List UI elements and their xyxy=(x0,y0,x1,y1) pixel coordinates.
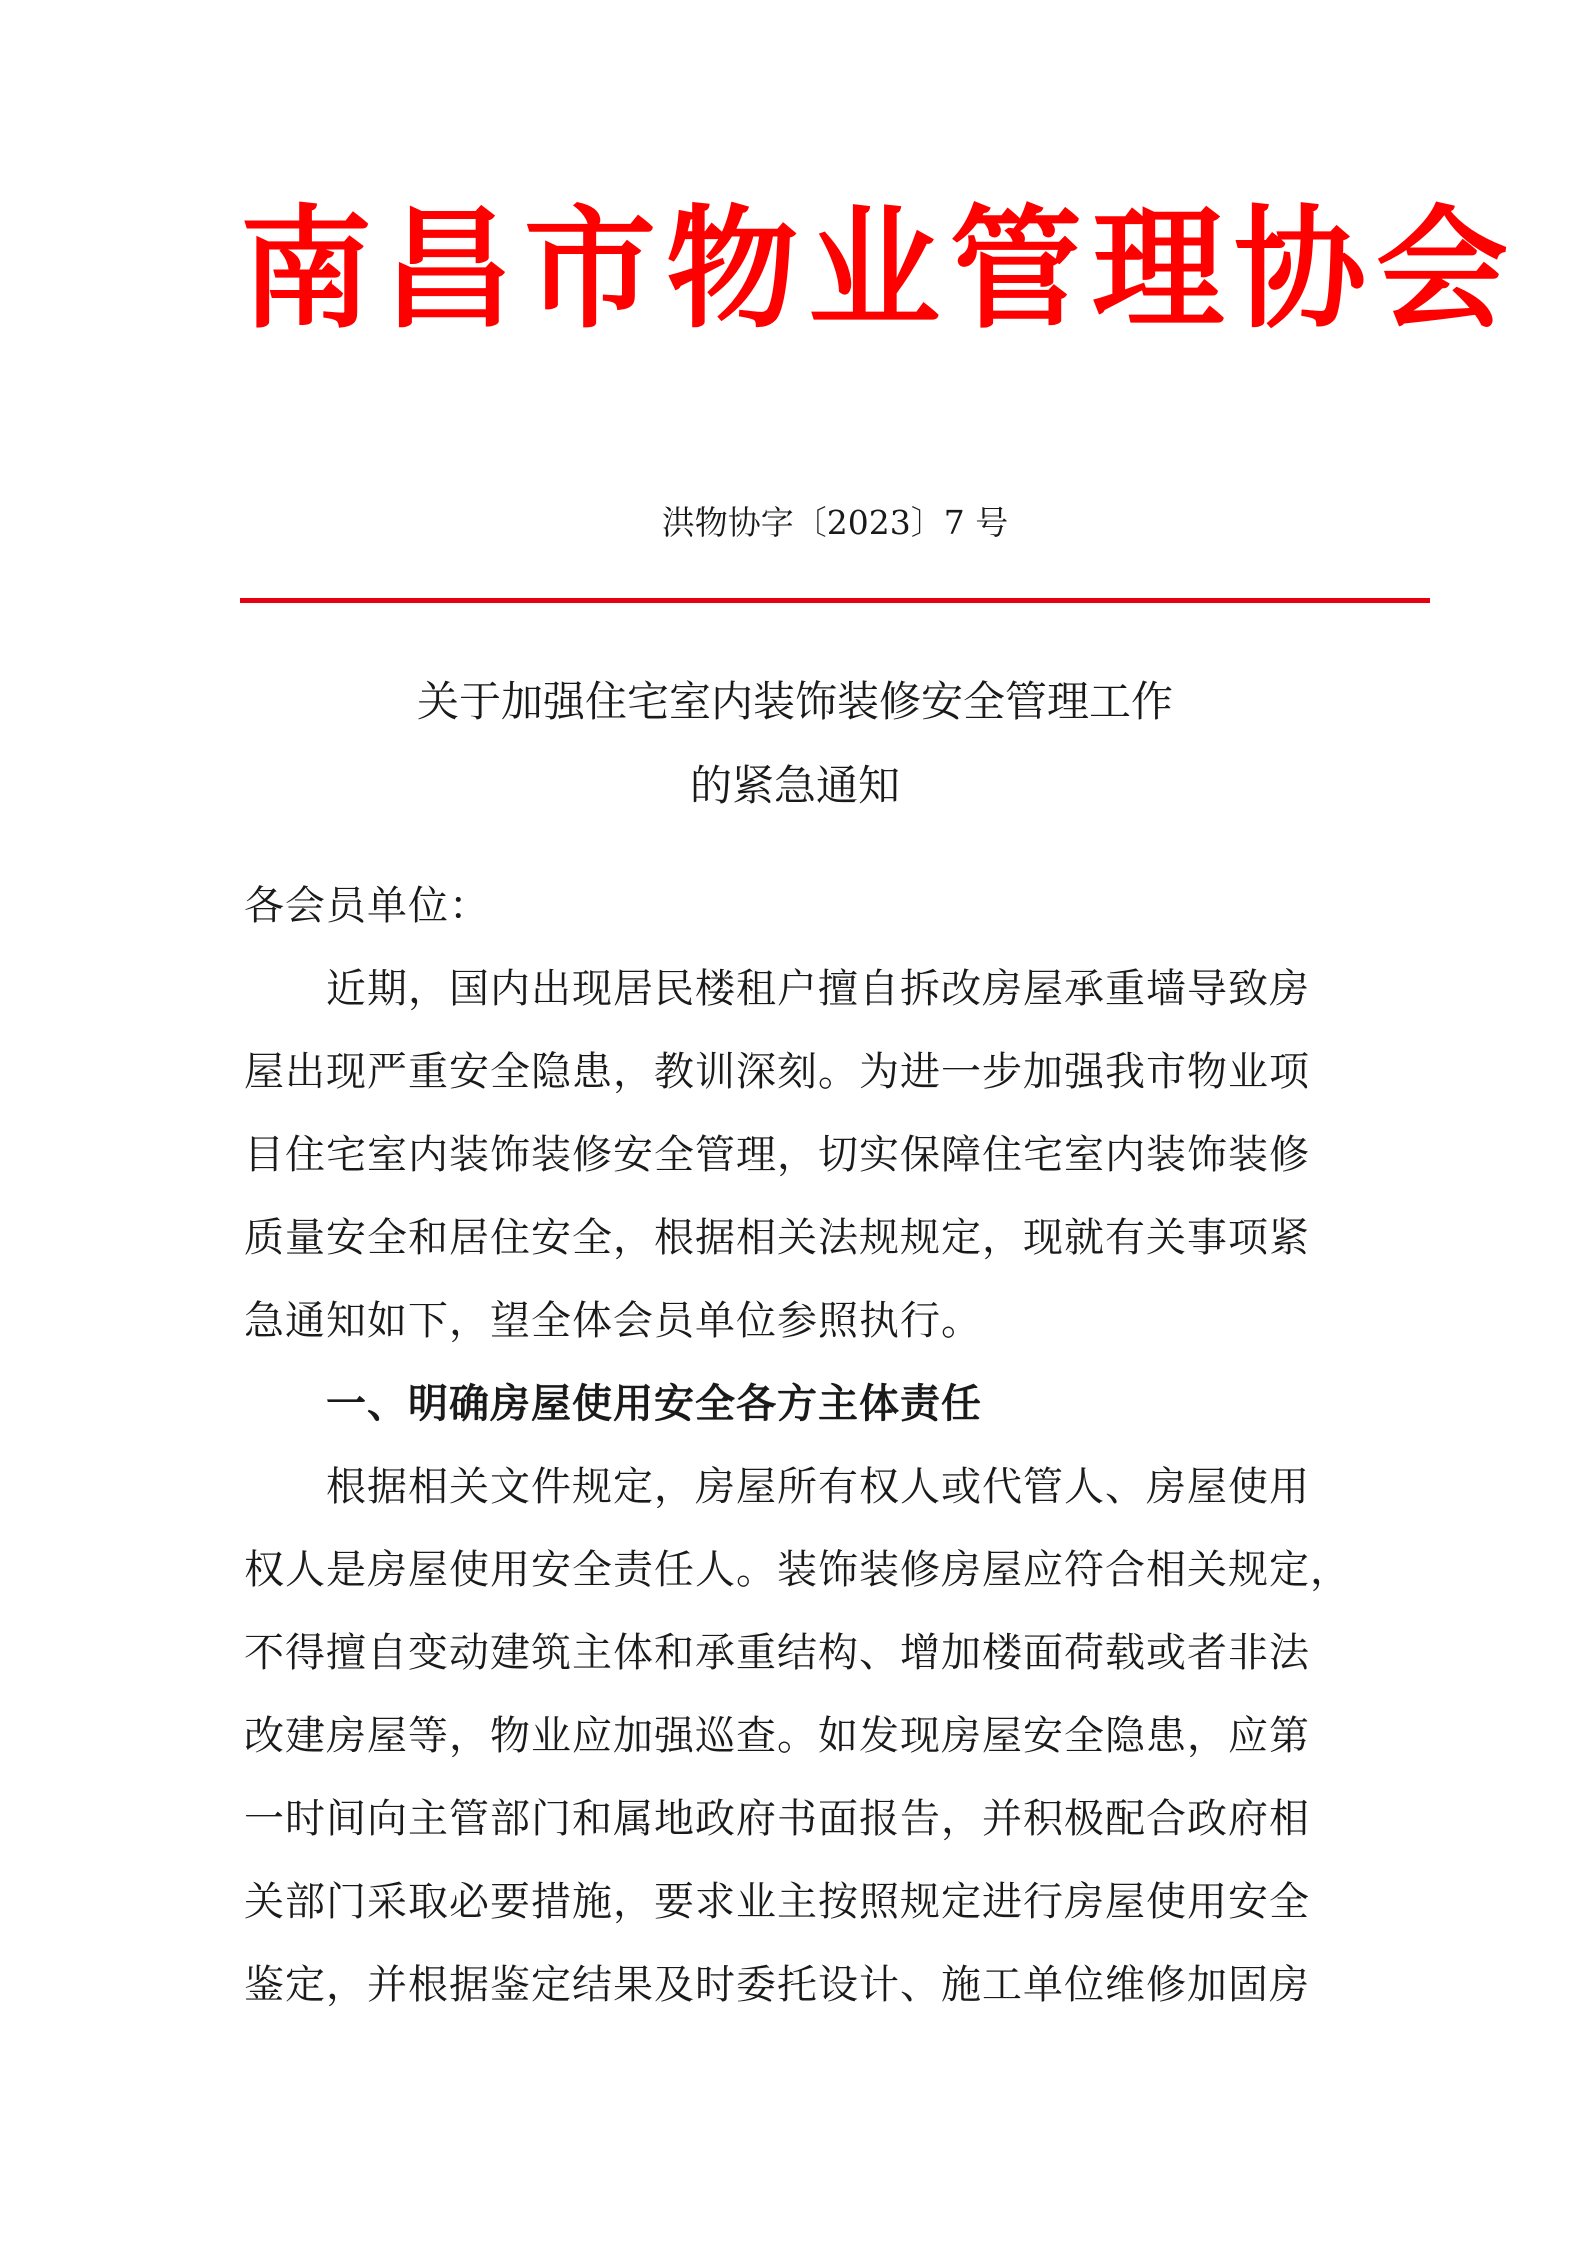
paragraph-1-line: 目住宅室内装饰装修安全管理，切实保障住宅室内装饰装修 xyxy=(244,1132,1310,1178)
section-1-heading: 一、明确房屋使用安全各方主体责任 xyxy=(244,1381,982,1427)
paragraph-2-line: 一时间向主管部门和属地政府书面报告，并积极配合政府相 xyxy=(244,1796,1310,1842)
paragraph-2-line: 权人是房屋使用安全责任人。装饰装修房屋应符合相关规定， xyxy=(244,1547,1351,1593)
paragraph-1-line: 近期，国内出现居民楼租户擅自拆改房屋承重墙导致房 xyxy=(244,966,1310,1012)
title-line-1: 关于加强住宅室内装饰装修安全管理工作 xyxy=(416,677,1173,726)
title-line-2: 的紧急通知 xyxy=(689,761,900,810)
paragraph-1-line: 急通知如下，望全体会员单位参照执行。 xyxy=(244,1298,982,1344)
notice-body xyxy=(244,865,1364,2027)
paragraph-2-line: 不得擅自变动建筑主体和承重结构、增加楼面荷载或者非法 xyxy=(244,1630,1310,1676)
paragraph-2-line: 根据相关文件规定，房屋所有权人或代管人、房屋使用 xyxy=(244,1464,1310,1510)
notice-title xyxy=(240,660,1350,828)
paragraph-1-line: 质量安全和居住安全，根据相关法规规定，现就有关事项紧 xyxy=(244,1215,1310,1261)
paragraph-2-line: 关部门采取必要措施，要求业主按照规定进行房屋使用安全 xyxy=(244,1879,1310,1925)
document-number: 洪物协字〔2023〕7 号 xyxy=(661,503,1009,542)
salutation: 各会员单位： xyxy=(244,883,490,929)
paragraph-2-line: 改建房屋等，物业应加强巡查。如发现房屋安全隐患，应第 xyxy=(244,1713,1310,1759)
letterhead-divider xyxy=(240,598,1430,603)
paragraph-1-line: 屋出现严重安全隐患，教训深刻。为进一步加强我市物业项 xyxy=(244,1049,1310,1095)
org-letterhead: 南昌市物业管理协会 xyxy=(240,193,1518,347)
paragraph-2-line: 鉴定，并根据鉴定结果及时委托设计、施工单位维修加固房 xyxy=(244,1962,1310,2008)
